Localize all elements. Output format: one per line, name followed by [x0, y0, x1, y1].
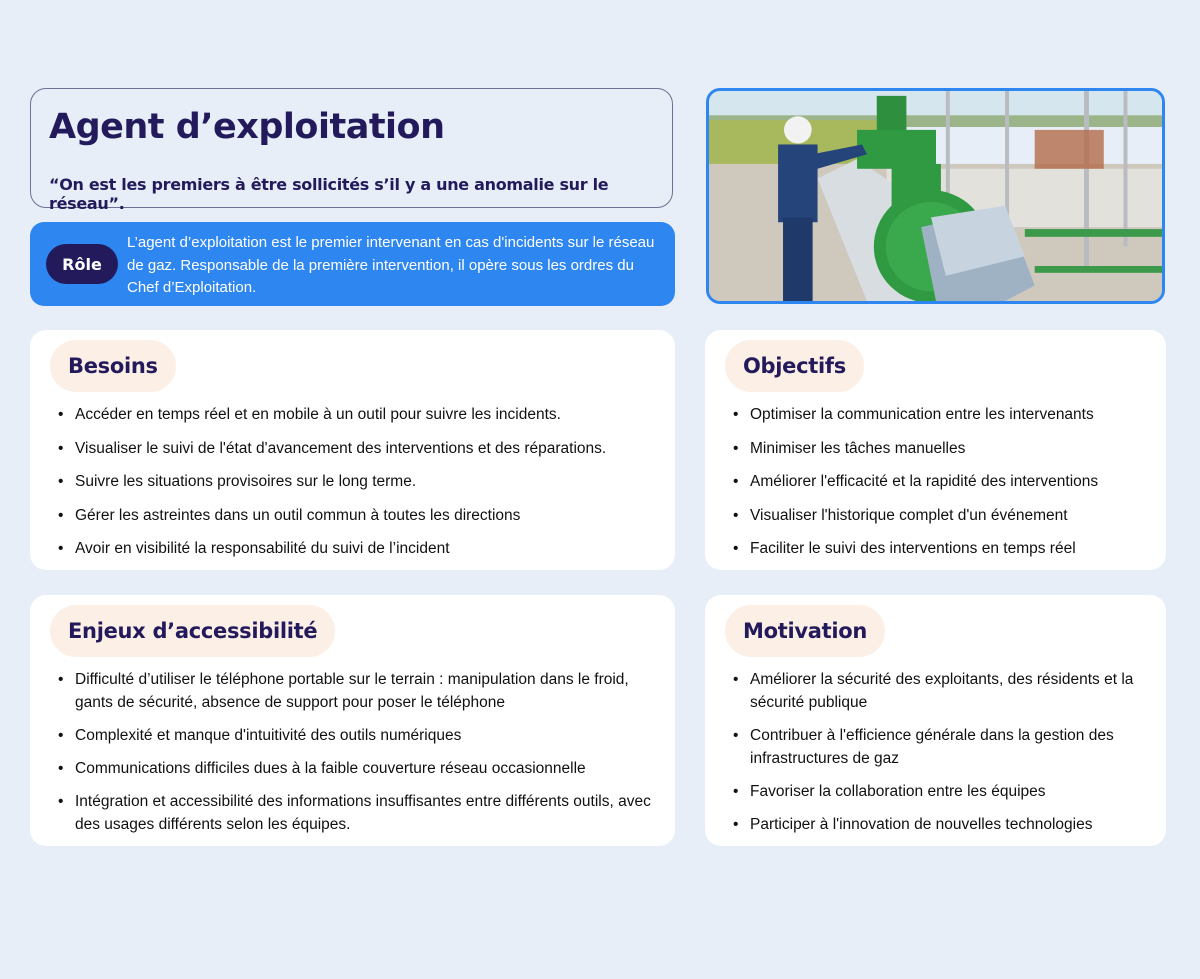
objectifs-card: [705, 330, 1166, 570]
list-item: • Visualiser l'historique complet d'un événement: [750, 504, 1098, 527]
persona-title: Agent d’exploitation: [49, 107, 445, 147]
list-item: • Améliorer l'efficacité et la rapidité des interventions: [750, 470, 1098, 493]
list-item: • Avoir en visibilité la responsabilité du suivi de l’incident: [75, 537, 606, 560]
besoins-heading: Besoins: [50, 340, 176, 392]
list-item: • Gérer les astreintes dans un outil commun à toutes les directions: [75, 504, 606, 527]
motivation-heading: Motivation: [725, 605, 885, 657]
list-item: • Suivre les situations provisoires sur le long terme.: [75, 470, 606, 493]
objectifs-heading: Objectifs: [725, 340, 864, 392]
besoins-card: [30, 330, 675, 570]
motivation-card: [705, 595, 1166, 846]
list-item: • Accéder en temps réel et en mobile à un outil pour suivre les incidents.: [75, 403, 606, 426]
list-item: • Optimiser la communication entre les intervenants: [750, 403, 1098, 426]
list-item: • Complexité et manque d'intuitivité des outils numériques: [75, 724, 665, 747]
objectifs-list: [733, 403, 1098, 571]
list-item: • Améliorer la sécurité des exploitants, des résidents et la sécurité publique: [750, 668, 1150, 714]
list-item: • Intégration et accessibilité des informations insuffisantes entre différents outils, avec des usages différents selon les équipes.: [75, 790, 665, 836]
motivation-list: [733, 668, 1150, 846]
persona-header-card: [30, 88, 673, 213]
persona-photo: [706, 88, 1165, 304]
enjeux-accessibilite-card: [30, 595, 675, 846]
enjeux-list: [58, 668, 665, 846]
enjeux-heading: Enjeux d’accessibilité: [50, 605, 335, 657]
persona-quote: “On est les premiers à être sollicités s’il y a une anomalie sur le réseau”.: [49, 175, 609, 213]
role-description: L’agent d’exploitation est le premier intervenant en cas d'incidents sur le réseau de gaz. Responsable de la première intervention, il opère sous les ordres du Chef d’Exploitation.: [127, 234, 655, 296]
list-item: • Faciliter le suivi des interventions en temps réel: [750, 537, 1098, 560]
list-item: • Minimiser les tâches manuelles: [750, 437, 1098, 460]
pipeline-illustration: [709, 91, 1162, 301]
list-item: • Communications difficiles dues à la faible couverture réseau occasionnelle: [75, 757, 665, 780]
list-item: • Visualiser le suivi de l'état d'avancement des interventions et des réparations.: [75, 437, 606, 460]
list-item: • Favoriser la collaboration entre les équipes: [750, 780, 1150, 803]
role-badge: Rôle: [46, 244, 118, 284]
list-item: • Participer à l'innovation de nouvelles technologies: [750, 813, 1150, 836]
list-item: • Difficulté d’utiliser le téléphone portable sur le terrain : manipulation dans le froid, gants de sécurité, absence de support pour poser le téléphone: [75, 668, 665, 714]
role-card: [30, 222, 675, 306]
list-item: • Contribuer à l'efficience générale dans la gestion des infrastructures de gaz: [750, 724, 1150, 770]
besoins-list: [58, 403, 606, 571]
